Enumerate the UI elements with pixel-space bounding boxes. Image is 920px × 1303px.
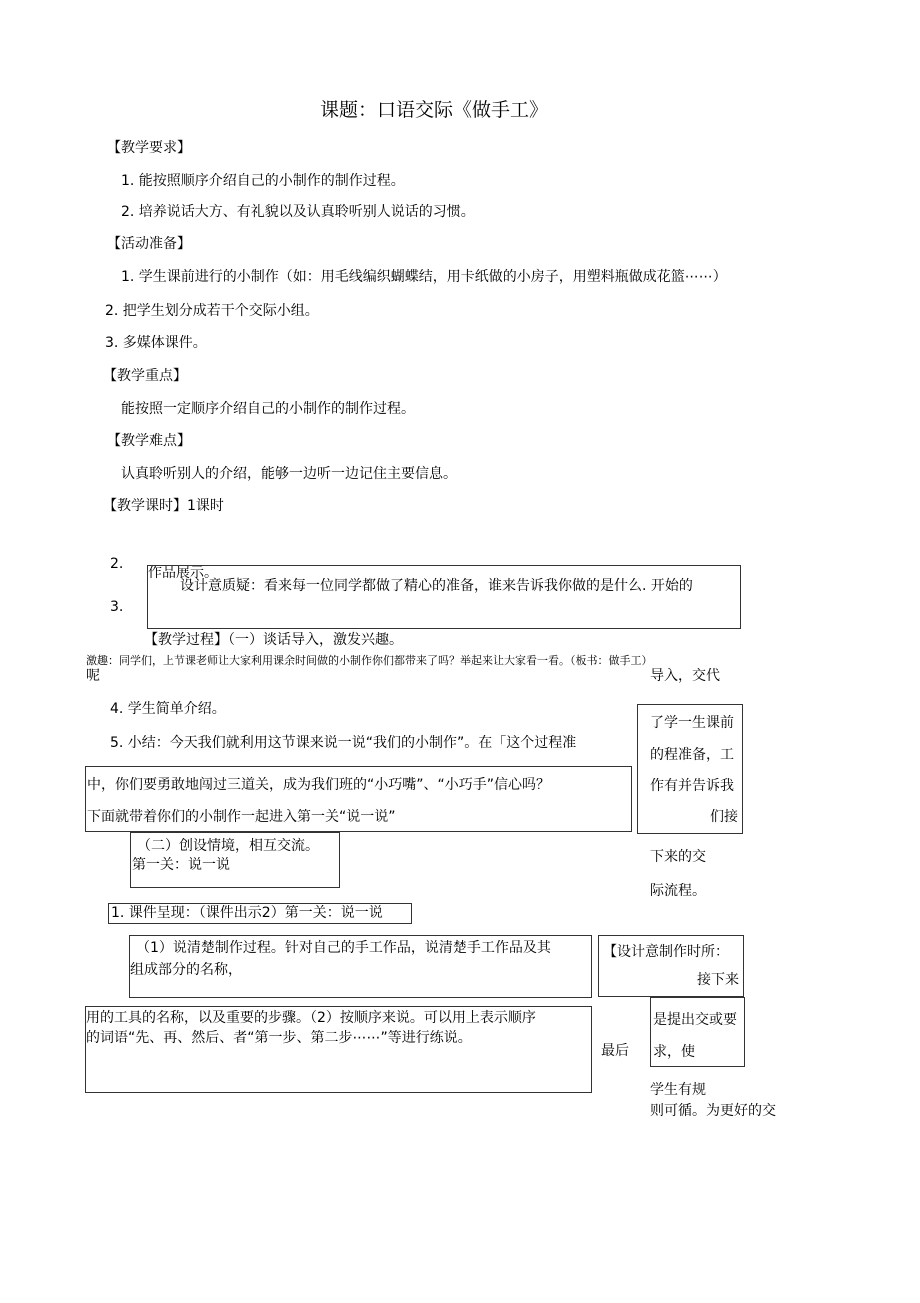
requirement-item-1: 1. 能按照顺序介绍自己的小制作的制作过程。: [121, 173, 405, 189]
level-1: 第一关：说一说: [132, 857, 230, 873]
side-note-line-3: 作有并告诉我: [650, 778, 734, 794]
difficulty-text: 认真聆听别人的介绍，能够一边听一边记住主要信息。: [121, 466, 457, 482]
work-show: 作品展示。: [148, 565, 218, 581]
design-note: 设计意质疑：看来每一位同学都做了精心的准备，谁来告诉我你做的是什么. 开始的: [180, 578, 693, 594]
summary-box: [85, 766, 632, 832]
requirement-box-line-2: 求，使: [653, 1044, 695, 1060]
explain-line-1: （1）说清楚制作过程。针对自己的手工作品，说清楚手工作品及其: [136, 940, 551, 956]
side-note-line-4: 们接: [710, 809, 738, 825]
stimulus-text: 激趣：同学们，上节课老师让大家利用课余时间做的小制作你们都带来了吗？举起来让大家看一看。（板书：做手工）: [86, 654, 653, 667]
steps-line-1: 用的工具的名称，以及重要的步骤。（2）按顺序来说。可以用上表示顺序: [86, 1010, 536, 1026]
steps-line-2: 的词语“先、再、然后、者“第一步、第二步⋯⋯”等进行练说。: [86, 1030, 472, 1046]
step-4: 4. 学生简单介绍。: [110, 701, 226, 717]
key-point-text: 能按照一定顺序介绍自己的小制作的制作过程。: [121, 401, 415, 417]
requirements-heading: 【教学要求】: [107, 140, 191, 156]
explain-line-2: 组成部分的名称，: [130, 962, 242, 978]
design-note-box: [147, 565, 741, 629]
explain-box: [129, 935, 592, 998]
preparation-item-3: 3. 多媒体课件。: [105, 335, 207, 351]
text-daoru: 导入，交代: [650, 668, 720, 684]
tail-line-1: 学生有规: [650, 1082, 706, 1098]
tail-line-2: 则可循。为更好的交: [650, 1103, 776, 1119]
process-heading: 【教学过程】（一）谈话导入，激发兴趣。: [144, 632, 403, 648]
summary-line-2: 下面就带着你们的小制作一起进入第一关“说一说”: [87, 809, 396, 825]
courseware: 1. 课件呈现：（课件出示2）第一关：说一说: [111, 905, 383, 921]
requirement-box-line-1: 是提出交或要: [653, 1012, 737, 1028]
design-box-line-2: 接下来: [697, 972, 739, 988]
step-5: 5. 小结：今天我们就利用这节课来说一说“我们的小制作”。在「这个过程准: [110, 735, 577, 751]
section-2-box: [130, 832, 340, 888]
summary-line-1: 中，你们要勇敢地闯过三道关，成为我们班的“小巧嘴”、“小巧手”信心吗？: [87, 777, 551, 793]
num-3: 3.: [110, 599, 124, 615]
preparation-item-1: 1. 学生课前进行的小制作（如：用毛线编织蝴蝶结，用卡纸做的小房子，用塑料瓶做成花篮⋯⋯）: [121, 269, 727, 285]
requirement-box: [650, 997, 745, 1067]
num-2: 2.: [110, 556, 124, 572]
page-title: 课题：口语交际《做手工》: [320, 99, 549, 121]
difficulty-heading: 【教学难点】: [107, 433, 191, 449]
side-note-line-1: 了学一生课前: [650, 715, 734, 731]
requirement-item-2: 2. 培养说话大方、有礼貌以及认真聆听别人说话的习惯。: [121, 204, 475, 220]
side-next-line-2: 际流程。: [650, 883, 706, 899]
side-next-line-1: 下来的交: [650, 849, 706, 865]
key-point-heading: 【教学重点】: [103, 368, 187, 384]
preparation-item-2: 2. 把学生划分成若干个交际小组。: [105, 303, 319, 319]
text-zuihou: 最后: [601, 1043, 629, 1059]
class-hours: 【教学课时】1课时: [103, 498, 224, 514]
side-note-box: [637, 704, 743, 834]
text-ne: 呢: [86, 668, 100, 684]
section-2-title: （二）创设情境，相互交流。: [137, 838, 319, 854]
preparation-heading: 【活动准备】: [107, 236, 191, 252]
courseware-box: [108, 903, 412, 924]
design-box-line-1: 【设计意制作时所：: [603, 944, 729, 960]
side-note-line-2: 的程准备，工: [650, 747, 734, 763]
steps-box: [85, 1006, 592, 1093]
design-box: [598, 935, 744, 997]
